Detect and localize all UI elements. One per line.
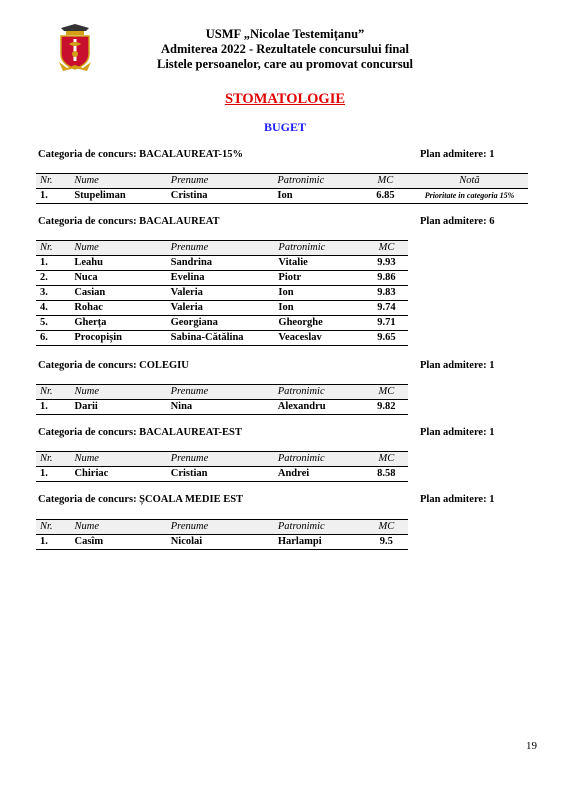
header-admission-title: Admiterea 2022 - Rezultatele concursului final xyxy=(161,42,409,56)
cell-patronimic: Andrei xyxy=(274,467,365,482)
cell-prenume: Nicolai xyxy=(167,535,274,550)
cell-mc: 9.86 xyxy=(365,271,408,286)
cell-nr: 1. xyxy=(36,535,70,550)
section-plan: Plan admitere: 1 xyxy=(420,494,495,505)
section-plan: Plan admitere: 6 xyxy=(420,216,495,227)
cell-prenume: Cristian xyxy=(167,467,274,482)
table-row xyxy=(36,400,408,415)
column-header-nume: Nume xyxy=(70,174,166,189)
cell-nota: Prioritate in categoria 15% xyxy=(407,189,528,204)
results-table xyxy=(36,451,408,482)
section-category: Categoria de concurs: BACALAUREAT xyxy=(38,216,220,227)
results-table xyxy=(36,384,408,415)
cell-prenume: Nina xyxy=(167,400,274,415)
cell-nr: 3. xyxy=(36,286,70,301)
column-header-prenume: Prenume xyxy=(167,520,274,535)
section-plan: Plan admitere: 1 xyxy=(420,360,495,371)
column-header-patronimic: Patronimic xyxy=(274,452,365,467)
cell-nr: 1. xyxy=(36,256,70,271)
cell-patronimic: Gheorghe xyxy=(274,316,364,331)
column-header-prenume: Prenume xyxy=(167,385,274,400)
table-row xyxy=(36,286,408,301)
section-category: Categoria de concurs: COLEGIU xyxy=(38,360,189,371)
column-header-patronimic: Patronimic xyxy=(274,385,365,400)
section-plan: Plan admitere: 1 xyxy=(420,427,495,438)
cell-nr: 1. xyxy=(36,189,70,204)
column-header-patronimic: Patronimic xyxy=(274,241,364,256)
cell-mc: 9.83 xyxy=(365,286,408,301)
column-header-nume: Nume xyxy=(70,385,166,400)
column-header-nume: Nume xyxy=(70,452,166,467)
column-header-mc: MC xyxy=(365,385,408,400)
results-table xyxy=(36,240,408,346)
table-row xyxy=(36,256,408,271)
column-header-mc: MC xyxy=(364,174,407,189)
faculty-title: STOMATOLOGIE xyxy=(224,91,346,107)
table-header-row xyxy=(36,452,408,467)
header-institution: USMF „Nicolae Testemițanu” xyxy=(205,27,365,41)
cell-nume: Leahu xyxy=(70,256,166,271)
cell-nume: Procopișin xyxy=(70,331,166,346)
table-row xyxy=(36,331,408,346)
cell-patronimic: Piotr xyxy=(274,271,364,286)
cell-patronimic: Ion xyxy=(274,301,364,316)
cell-mc: 9.71 xyxy=(365,316,408,331)
column-header-nr: Nr. xyxy=(36,520,70,535)
cell-patronimic: Alexandru xyxy=(274,400,365,415)
cell-patronimic: Veaceslav xyxy=(274,331,364,346)
cell-nume: Gherța xyxy=(70,316,166,331)
column-header-prenume: Prenume xyxy=(167,174,274,189)
table-header-row xyxy=(36,385,408,400)
table-header-row xyxy=(36,241,408,256)
section-category: Categoria de concurs: BACALAUREAT-EST xyxy=(38,427,242,438)
cell-mc: 9.65 xyxy=(365,331,408,346)
header-list-subtitle: Listele persoanelor, care au promovat concursul xyxy=(157,57,413,71)
column-header-nr: Nr. xyxy=(36,385,70,400)
cell-patronimic: Vitalie xyxy=(274,256,364,271)
cell-nume: Nuca xyxy=(70,271,166,286)
cell-mc: 8.58 xyxy=(365,467,408,482)
cell-nume: Rohac xyxy=(70,301,166,316)
cell-prenume: Sandrina xyxy=(167,256,275,271)
column-header-patronimic: Patronimic xyxy=(274,520,365,535)
column-header-nume: Nume xyxy=(70,520,166,535)
cell-nume: Chiriac xyxy=(70,467,166,482)
cell-prenume: Evelina xyxy=(167,271,275,286)
cell-patronimic: Ion xyxy=(274,286,364,301)
cell-nume: Stupeliman xyxy=(70,189,166,204)
cell-prenume: Georgiana xyxy=(167,316,275,331)
column-header-patronimic: Patronimic xyxy=(273,174,364,189)
column-header-nr: Nr. xyxy=(36,241,70,256)
column-header-prenume: Prenume xyxy=(167,452,274,467)
cell-mc: 9.93 xyxy=(365,256,408,271)
cell-nr: 4. xyxy=(36,301,70,316)
table-row xyxy=(36,189,528,204)
cell-prenume: Sabina-Cătălina xyxy=(167,331,275,346)
section-category: Categoria de concurs: BACALAUREAT-15% xyxy=(38,149,244,160)
cell-nr: 6. xyxy=(36,331,70,346)
results-table xyxy=(36,173,528,204)
section-category: Categoria de concurs: ȘCOALA MEDIE EST xyxy=(38,494,244,505)
column-header-nume: Nume xyxy=(70,241,166,256)
cell-prenume: Cristina xyxy=(167,189,274,204)
cell-patronimic: Ion xyxy=(273,189,364,204)
cell-mc: 6.85 xyxy=(364,189,407,204)
table-header-row xyxy=(36,174,528,189)
cell-mc: 9.82 xyxy=(365,400,408,415)
results-table xyxy=(36,519,408,550)
cell-mc: 9.74 xyxy=(365,301,408,316)
column-header-nr: Nr. xyxy=(36,174,70,189)
cell-nume: Darii xyxy=(70,400,166,415)
column-header-mc: MC xyxy=(365,452,408,467)
cell-nume: Casian xyxy=(70,286,166,301)
column-header-nr: Nr. xyxy=(36,452,70,467)
cell-patronimic: Harlampi xyxy=(274,535,365,550)
page-number: 19 xyxy=(526,740,537,752)
cell-nr: 1. xyxy=(36,467,70,482)
cell-prenume: Valeria xyxy=(167,301,275,316)
column-header-mc: MC xyxy=(365,241,408,256)
cell-nr: 2. xyxy=(36,271,70,286)
table-row xyxy=(36,271,408,286)
column-header-nota: Notă xyxy=(407,174,528,189)
cell-nume: Casîm xyxy=(70,535,166,550)
column-header-mc: MC xyxy=(365,520,408,535)
cell-mc: 9.5 xyxy=(365,535,408,550)
table-row xyxy=(36,535,408,550)
table-row xyxy=(36,467,408,482)
table-row xyxy=(36,301,408,316)
cell-prenume: Valeria xyxy=(167,286,275,301)
table-row xyxy=(36,316,408,331)
column-header-prenume: Prenume xyxy=(167,241,275,256)
cell-nr: 1. xyxy=(36,400,70,415)
table-header-row xyxy=(36,520,408,535)
budget-label: BUGET xyxy=(263,120,306,134)
cell-nr: 5. xyxy=(36,316,70,331)
section-plan: Plan admitere: 1 xyxy=(420,149,495,160)
